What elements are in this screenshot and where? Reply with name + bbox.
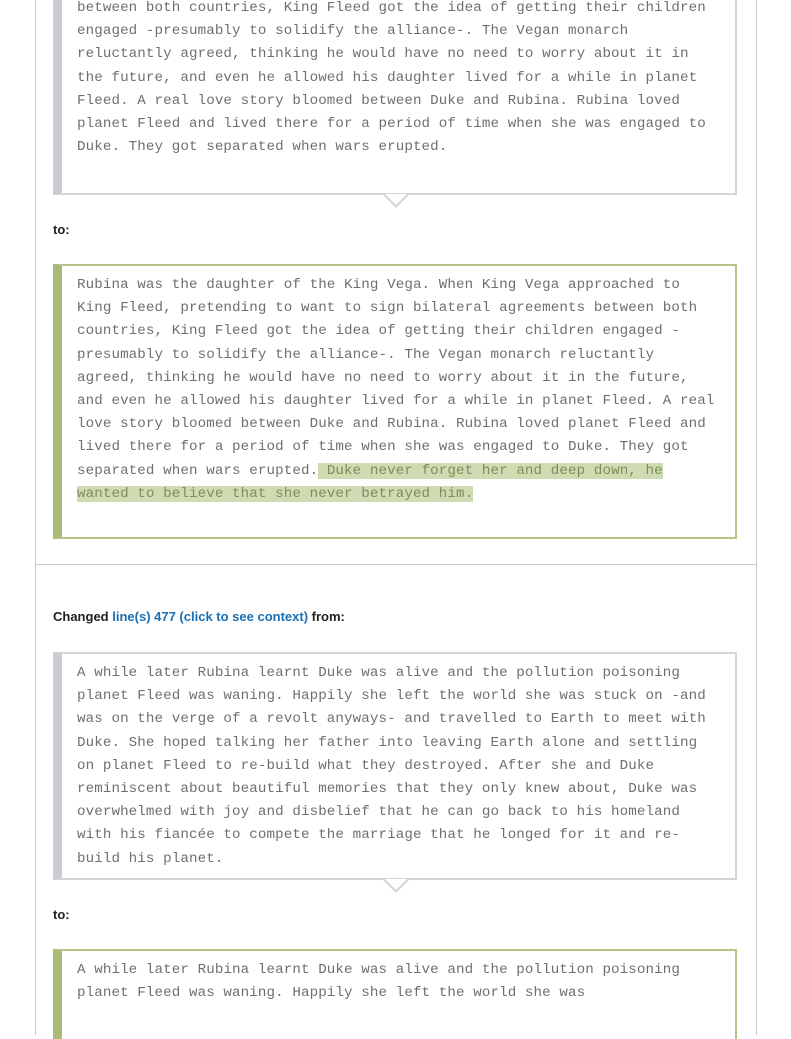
line-context-link[interactable]: line(s) 477 (click to see context) [112,609,309,624]
new-text: A while later Rubina learnt Duke was alive and the pollution poisoning planet Fleed was waning. Happily she left the world she was [77,962,680,1002]
old-text-box [53,652,737,880]
diff-arrow [383,880,409,893]
new-text-box [53,264,737,539]
unchanged-text: Rubina was the daughter of the King Vega. When King Vega approached to King Fleed, pretending to want to sign bilateral agreements between both countries, King Fleed got the idea of getting their children engaged -presumably to solidify the alliance-. The Vegan monarch reluctantly agreed, thinking he would have no need to worry about it in the future, and even he allowed his daughter lived for a while in planet Fleed. A real love story bloomed between Duke and Rubina. Rubina loved planet Fleed and lived there for a period of time when she was engaged to Duke. They got separated when wars erupted. [77,277,715,479]
added-text-highlight: Duke never forget her and deep down, he wanted to believe that she never betrayed him. [77,462,663,502]
new-text-box [53,949,737,1039]
change-header-suffix: from: [308,609,345,624]
change-header [53,609,345,624]
old-text-box [53,0,737,195]
change-header-prefix: Changed [53,609,113,624]
new-text [77,274,721,506]
to-label: to: [53,907,70,922]
diff-arrow [383,195,409,208]
to-label: to: [53,222,70,237]
old-text: between both countries, King Fleed got the idea of getting their children engaged -presumably to solidify the alliance-. The Vegan monarch reluctantly agreed, thinking he would have no need to worry about it in the future, and even he allowed his daughter lived for a while in planet Fleed. A real love story bloomed between Duke and Rubina. Rubina loved planet Fleed and lived there for a period of time when she was engaged to Duke. They got separated when wars erupted. [77,0,706,156]
old-text: A while later Rubina learnt Duke was alive and the pollution poisoning planet Fleed was waning. Happily she left the world she was stuck on -and was on the verge of a revolt anyways- and travelled to Earth to meet with Duke. She hoped talking her father into leaving Earth alone and settling on planet Fleed to re-build what they destroyed. After she and Duke reminiscent about beautiful memories that they only knew about, Duke was overwhelmed with joy and disbelief that he can go back to his homeland with his fiancée to compete the marriage that he longed for it and re-build his planet. [77,665,706,867]
